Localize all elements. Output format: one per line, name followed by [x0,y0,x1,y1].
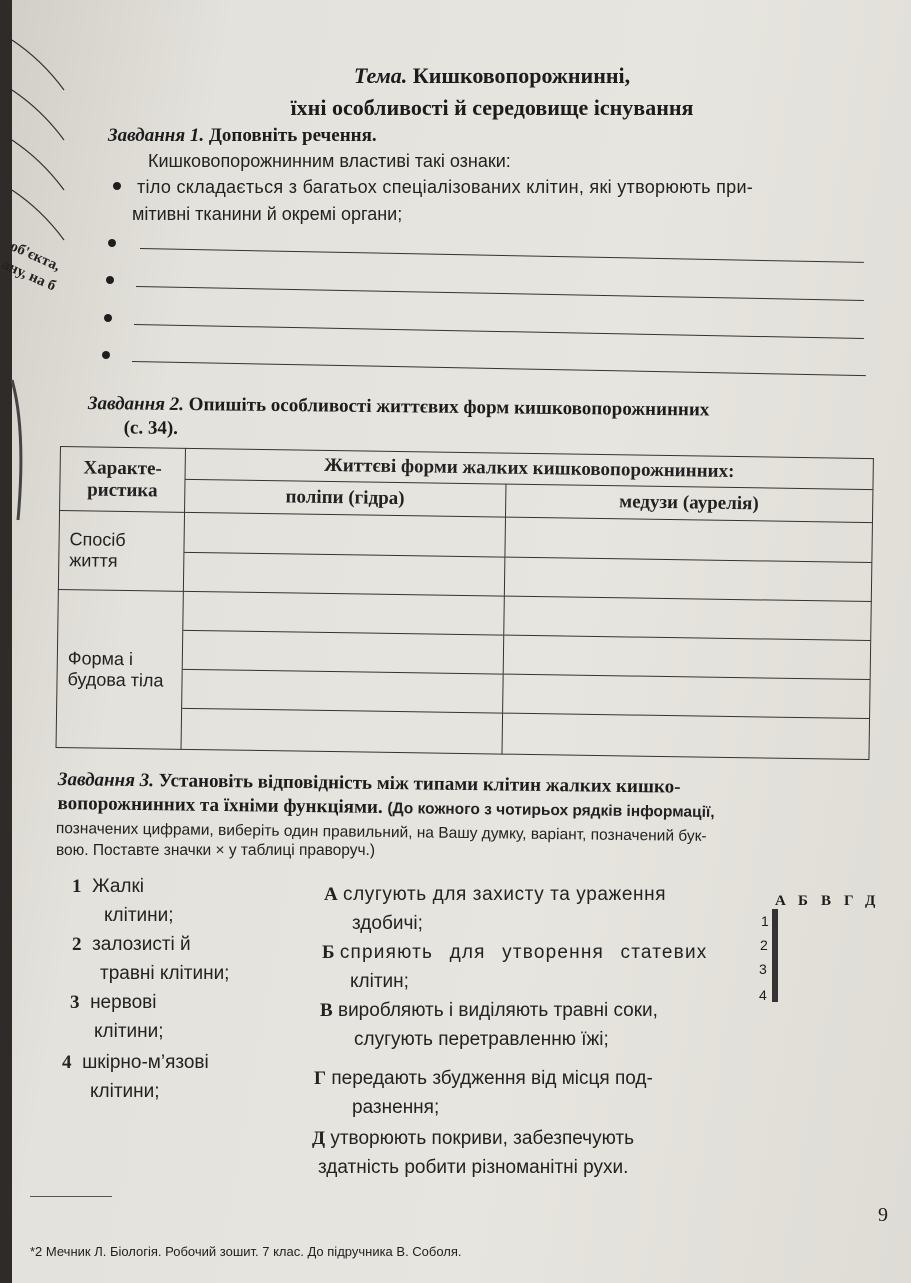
grid-cell[interactable] [777,979,778,1002]
task2-label: Завдання 2. [87,392,185,416]
page-number: 9 [878,1204,888,1226]
function-d: Д утворюють покриви, забезпечують здатність робити різноманітні рухи. [312,1128,635,1178]
function-a: А слугують для захисту та ураження здобичі; [324,884,667,934]
title-line-1: Кишковопорожнинні, [412,63,631,88]
polyps-header: поліпи (гідра) [185,479,506,517]
cell-type-1: 1 Жалкі клітини; [72,876,174,926]
footnote-rule [30,1196,112,1197]
life-forms-group-header: Життєві форми жалких кишковопорожнинних: [185,448,873,489]
title-line-2: їхні особливості й середовище існування [290,95,694,120]
grid-cell[interactable] [777,910,778,933]
grid-cell[interactable] [777,933,778,956]
task1-answer-1-line1: тіло складається з багатьох спеціалізованих клітин, які утворюють при- [137,177,754,197]
bullet [108,239,116,247]
title-prefix: Тема. [353,63,408,88]
task3-note-line2: позначених цифрами, виберіть один правильний, на Вашу думку, варіант, позначений бук- [55,819,707,845]
grid-col-b: Б [798,893,808,909]
bullet [102,351,110,359]
bullet [106,276,114,284]
answer-grid-cells [772,909,778,1002]
grid-col-a: А [775,893,786,909]
grid-row-3: 3 [759,961,767,977]
function-v: В виробляють і виділяють травні соки, слугують перетравленню їжі; [320,1000,658,1050]
task1-label: Завдання 1. [108,125,205,146]
grid-cell[interactable] [777,956,778,979]
answer-blank-line[interactable] [136,286,864,301]
function-g: Г передають збудження від місця под- разнення; [314,1068,653,1118]
task2-heading-line2: (с. 34). [123,417,179,439]
bullet [113,182,121,190]
task1-answer-1-line2: мітивні тканини й окремі органи; [132,204,403,224]
life-forms-table [56,446,874,760]
lifestyle-polyps-cell[interactable] [183,512,505,596]
cell-type-4: 4 шкірно-м’язові клітини; [62,1052,209,1102]
task2-heading [87,392,887,448]
task1-intro: Кишковопорожнинним властиві такі ознаки: [148,151,511,171]
task3-heading [57,768,888,826]
task3-label: Завдання 3. [57,768,155,792]
body-form-medusae-cell[interactable] [502,596,872,759]
task3-note-line1: (До кожного з чотирьох рядків інформації, [387,800,715,822]
grid-row-2: 2 [760,937,768,953]
task2-heading-line1: Опишіть особливості життєвих форм кишковопорожнинних [188,394,710,421]
body-form-polyps-cell[interactable] [181,591,504,754]
characteristic-header: Характе- ристика [60,447,186,513]
answer-blank-line[interactable] [134,324,864,339]
grid-col-v: В [821,893,832,909]
lifestyle-medusae-cell[interactable] [504,517,873,601]
task3-heading-line1: Установіть відповідність між типами клітин жалких кишко- [158,770,681,798]
answer-blank-line[interactable] [132,361,866,376]
grid-row-1: 1 [761,913,769,929]
medusae-header: медузи (аурелія) [505,484,873,522]
task1-heading-text: Доповніть речення. [208,125,377,146]
grid-col-d: Д [865,893,876,909]
row-lifestyle-label: Спосіб життя [58,511,184,592]
task3-heading-line2: вопорожнинних та їхніми функціями. [57,792,383,818]
task3-note-line3: вою. Поставте значки × у таблиці праворуч.) [56,842,376,859]
footnote: *2 Мечник Л. Біологія. Робочий зошит. 7 клас. До підручника В. Соболя. [30,1244,462,1259]
task1-heading [108,124,377,148]
cell-type-2: 2 залозисті й травні клітини; [72,934,230,984]
grid-row-4: 4 [759,987,767,1003]
cell-type-3: 3 нервові клітини; [70,992,164,1042]
function-b: Б сприяють для утворення статевих клітин; [322,942,708,992]
margin-text-fragment: об'єкта, ану, на б [0,238,63,295]
bullet [104,314,112,322]
answer-blank-line[interactable] [140,248,864,263]
page-title [212,60,772,124]
grid-col-g: Г [844,893,854,909]
row-body-form-label: Форма і будова тіла [56,589,183,749]
